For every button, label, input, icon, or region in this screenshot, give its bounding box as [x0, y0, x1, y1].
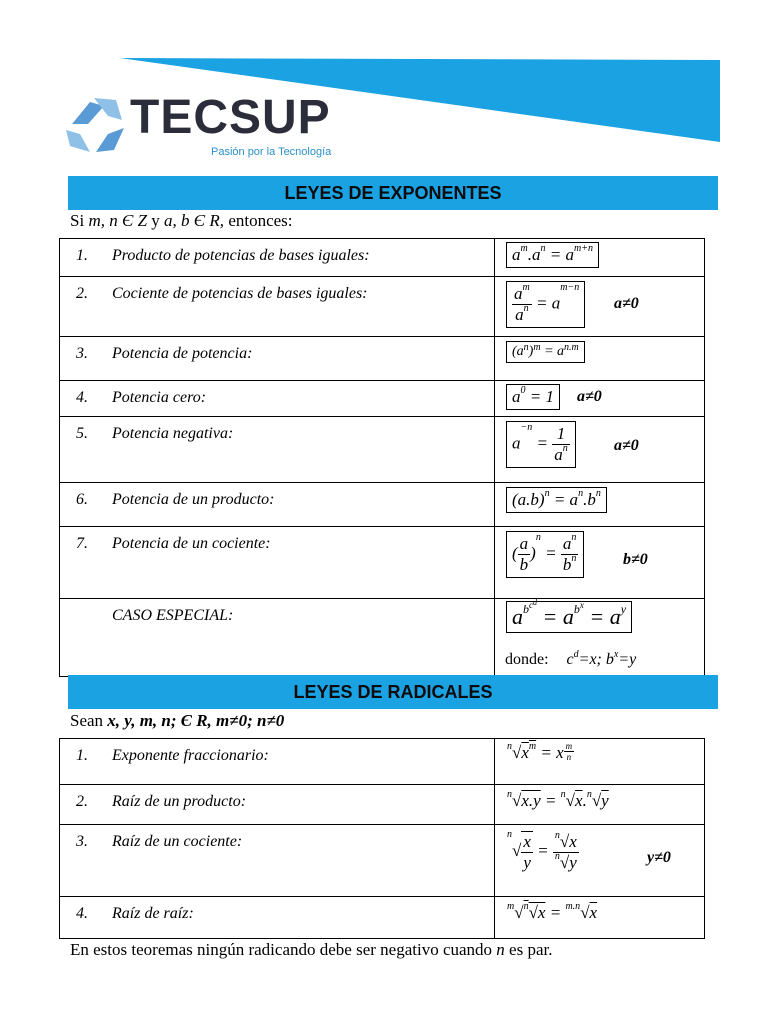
condition: y≠0 [647, 849, 671, 866]
formula-product: $a^m.a^n = a^{m+n}$ [506, 242, 599, 268]
table-row: 1. Exponente fraccionario: $^n√x^m = x$ $^{\frac{m}{n}}$ [60, 739, 705, 785]
formula-product-power: $(a.b)^n = a^n.b^n$ [506, 487, 607, 513]
row-label: Potencia de un cociente: [112, 535, 271, 552]
intro-prefix: Si [70, 211, 85, 230]
intro-vars: x, y, m, n; Є R, m≠0; n≠0 [107, 711, 285, 730]
exponents-table [59, 238, 705, 677]
table-row [60, 599, 705, 677]
table-row: 4. Raíz de raíz: $^m$√$^n$√x = $^{m.n}$√x [60, 897, 705, 939]
intro-suffix: entonces: [228, 211, 293, 230]
formula-special-case: $a^{b^{c^d}} = a^{b^x} = a^y$ [506, 601, 632, 633]
table-row: 7. Potencia de un cociente: ( $\frac{a}{b}$ )$^n$ = $\frac{a^n}{b^n}$ b≠0 [60, 527, 705, 599]
intro-vars-2: a, b Є R, [164, 211, 225, 230]
exponents-intro [70, 211, 293, 231]
row-label: Potencia de potencia: [112, 345, 253, 362]
logo-tagline: Pasión por la Tecnología [211, 146, 332, 158]
special-defs: $c^d=x$; $b^x=y$ [566, 649, 637, 668]
table-row: 6. Potencia de un producto: $(a.b)^n = a^n.b^n$ [60, 483, 705, 527]
table-row: 2. Cociente de potencias de bases iguales: $\frac{a^m}{a^n}$ = $a^{m-n}$ a≠0 [60, 277, 705, 337]
radicals-title-bar: LEYES DE RADICALES [68, 675, 718, 709]
formula-negative-power: $a^{-n}$ = $\frac{1}{a^n}$ [506, 421, 576, 468]
intro-vars-1: m, n Є Z [88, 211, 148, 230]
row-label: CASO ESPECIAL: [112, 607, 234, 624]
table-row: 2. Raíz de un producto: $^n$√x.y = $^n$√x.$^n$√y [60, 785, 705, 825]
row-label: Cociente de potencias de bases iguales: [112, 285, 368, 302]
intro-prefix: Sean [70, 711, 104, 730]
table-row: 3. Potencia de potencia: $(a^n)^m = a^{n.m}$ [60, 337, 705, 381]
intro-and: y [151, 211, 160, 230]
radicals-intro [70, 711, 284, 731]
formula-root-product: $^n$√x.y = $^n$√x.$^n$√y [507, 789, 609, 810]
row-label: Potencia cero: [112, 389, 207, 406]
table-row: 3. Raíz de un cociente: $^n$√ $\frac{x}{y}$ = $\frac{^n√x}{^n√y}$ y≠0 [60, 825, 705, 897]
formula-root-of-root: $^m$√$^n$√x = $^{m.n}$√x [507, 901, 598, 922]
row-label: Raíz de un cociente: [112, 833, 243, 850]
tecsup-logo [64, 91, 332, 161]
donde-label: donde: [505, 651, 549, 668]
formula-power-of-power: $(a^n)^m = a^{n.m}$ [506, 341, 585, 363]
formula-zero-power: $a^0 = 1$ [506, 384, 560, 410]
row-label: Potencia negativa: [112, 425, 234, 442]
condition: b≠0 [623, 551, 648, 568]
logo-wordmark: TECSUP [130, 91, 331, 144]
condition: a≠0 [614, 295, 639, 312]
radicals-table [59, 738, 705, 939]
table-row: 1. Producto de potencias de bases iguales: $a^m.a^n = a^{m+n}$ [60, 239, 705, 277]
special-case-definitions [505, 651, 636, 669]
formula-quotient-power: ( $\frac{a}{b}$ )$^n$ = $\frac{a^n}{b^n}$ [506, 531, 584, 578]
row-label: Raíz de raíz: [112, 905, 194, 922]
condition: a≠0 [577, 388, 602, 405]
footer-note: En estos teoremas ningún radicando debe ser negativo cuando n es par. [70, 940, 553, 959]
row-label: Exponente fraccionario: [112, 747, 269, 764]
row-label: Potencia de un producto: [112, 491, 275, 508]
table-row: 4. Potencia cero: $a^0 = 1$ a≠0 [60, 381, 705, 417]
formula-root-quotient: $^n$√ $\frac{x}{y}$ = $\frac{^n√x}{^n√y}$ [507, 829, 577, 872]
table-row: 5. Potencia negativa: $a^{-n}$ = $\frac{1}{a^n}$ a≠0 [60, 417, 705, 483]
row-label: Raíz de un producto: [112, 793, 247, 810]
row-label: Producto de potencias de bases iguales: [112, 247, 370, 264]
exponents-title-bar: LEYES DE EXPONENTES [68, 176, 718, 210]
formula-quotient: $\frac{a^m}{a^n}$ = $a^{m-n}$ [506, 281, 585, 328]
condition: a≠0 [614, 437, 639, 454]
recycle-arrows-icon [64, 94, 130, 156]
formula-fractional-exponent: $^n√x^m = x$ $^{\frac{m}{n}}$ [507, 741, 573, 762]
